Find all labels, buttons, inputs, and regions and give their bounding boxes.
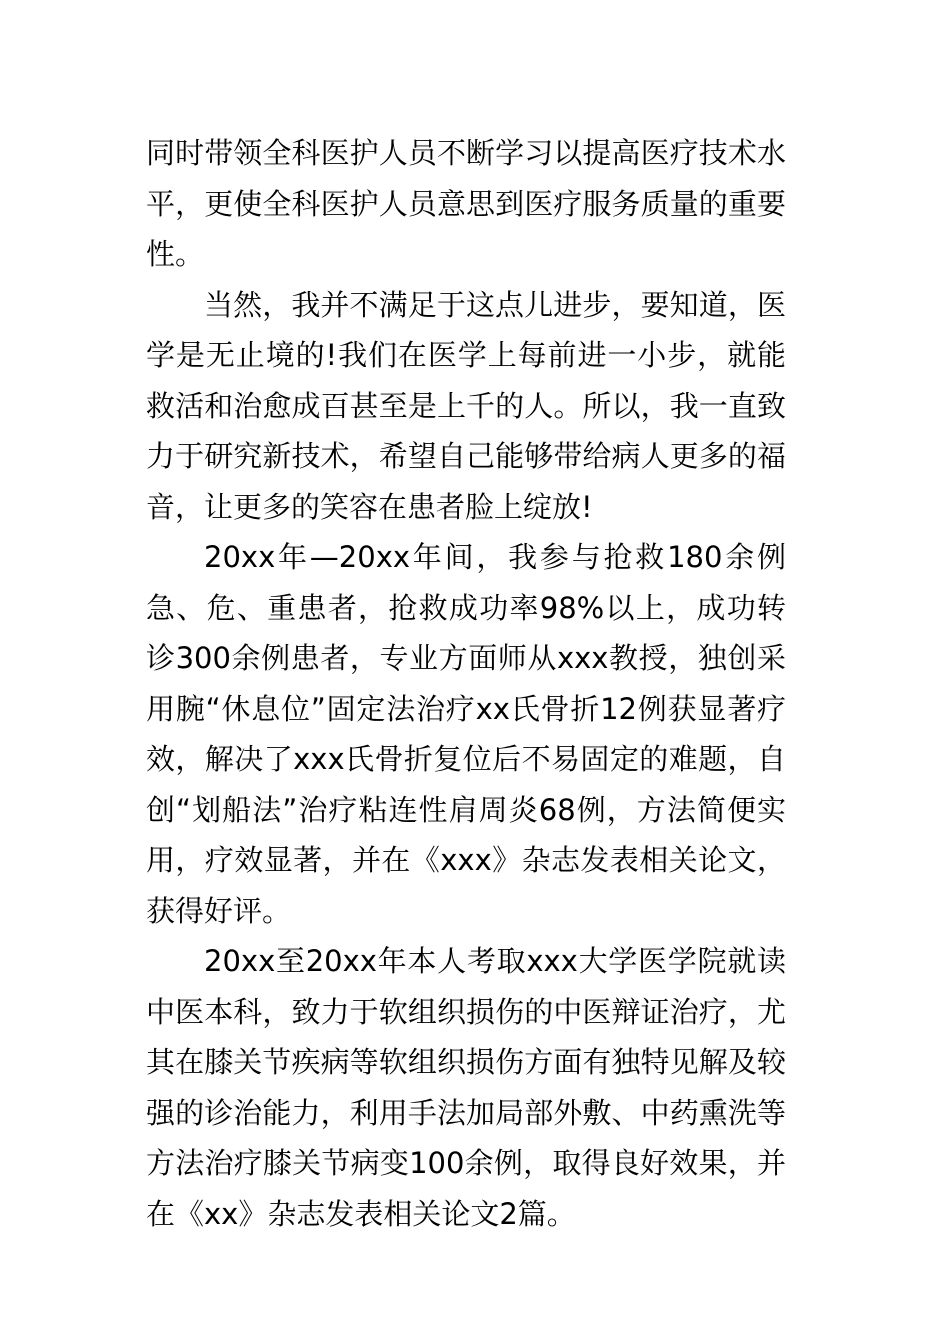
paragraph-3: 20xx年—20xx年间，我参与抢救180余例急、危、重患者，抢救成功率98%以上，成功转诊300余例患者，专业方面师从xxx教授，独创采用腕“休息位”固定法治疗xx氏骨折12例获显著疗效，解决了xxx氏骨折复位后不易固定的难题，自创“划船法”治疗粘连性肩周炎68例，方法简便实用，疗效显著，并在《xxx》杂志发表相关论文，获得好评。 bbox=[146, 540, 786, 928]
document-body bbox=[146, 128, 786, 1239]
paragraph-2: 当然，我并不满足于这点儿进步，要知道，医学是无止境的!我们在医学上每前进一小步，就能救活和治愈成百甚至是上千的人。所以，我一直致力于研究新技术，希望自己能够带给病人更多的福音，让更多的笑容在患者脸上绽放! bbox=[146, 287, 786, 524]
paragraph-4: 20xx至20xx年本人考取xxx大学医学院就读中医本科，致力于软组织损伤的中医辩证治疗，尤其在膝关节疾病等软组织损伤方面有独特见解及较强的诊治能力，利用手法加局部外敷、中药熏洗等方法治疗膝关节病变100余例，取得良好效果，并在《xx》杂志发表相关论文2篇。 bbox=[146, 944, 786, 1231]
paragraph-1: 同时带领全科医护人员不断学习以提高医疗技术水平，更使全科医护人员意思到医疗服务质量的重要性。 bbox=[146, 136, 786, 271]
